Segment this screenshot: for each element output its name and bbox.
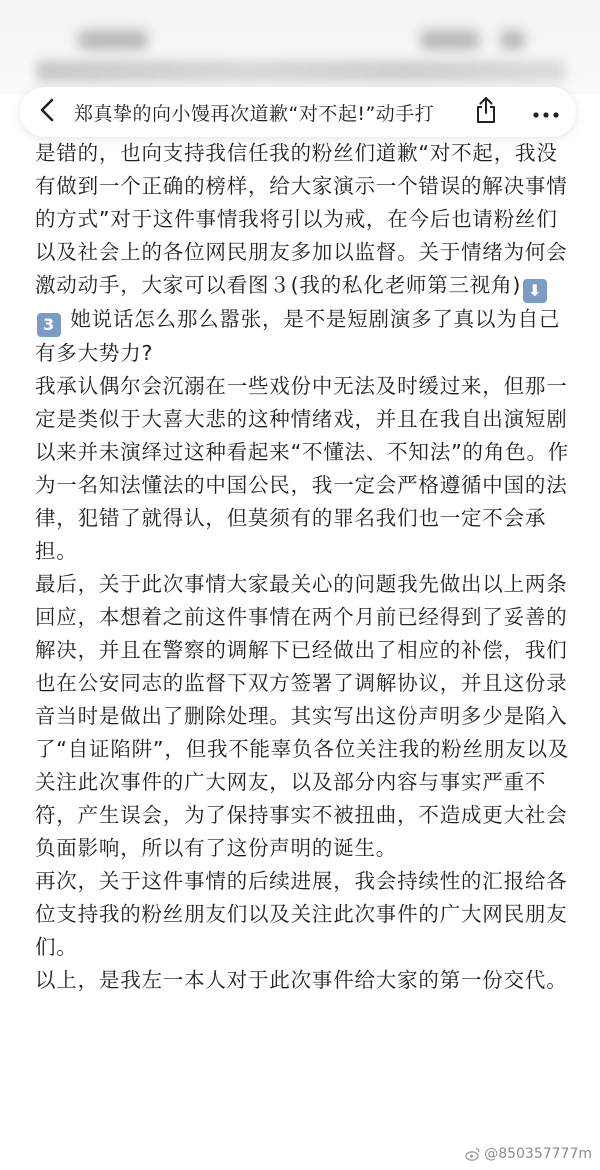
share-icon — [474, 96, 498, 128]
down-arrow-emoji-icon: ⬇ — [523, 279, 547, 303]
paragraph-question-3 — [35, 303, 575, 370]
nav-title: 郑真挚的向小馒再次道歉“对不起!”动手打 — [74, 102, 435, 125]
paragraph-finally: 最后，关于此次事情大家最关心的问题我先做出以上两条回应，本想着之前这件事情在两个月前已经得到了妥善的解决，并且在警察的调解下已经做出了相应的补偿，我们也在公安同志的监督下双方签署了调解协议，并且这份录音当时是做出了删除处理。其实写出这份声明多少是陷入了“自证陷阱”，但我不能辜负各位关注我的粉丝朋友以及关注此次事件的广大网友，以及部分内容与事实严重不符，产生误会，为了保持事实不被扭曲，不造成更大社会负面影响，所以有了这份声明的诞生。 — [35, 572, 570, 860]
watermark-text: @850357777m — [484, 1146, 592, 1162]
blurred-text-line — [36, 60, 566, 82]
paragraph-text: 是错的，也向支持我信任我的粉丝们道歉“对不起，我没有做到一个正确的榜样，给大家演示一个错误的解决事情的方式”对于这件事情我将引以为戒，在今后也请粉丝们以及社会上的各位网民朋友多加以监督。关于情绪为何会激动动手，大家可以看图３(我的私化老师第三视角) — [35, 141, 568, 297]
share-button[interactable] — [456, 87, 516, 137]
watermark — [465, 1146, 592, 1162]
paragraph-apology — [35, 137, 575, 303]
weibo-icon — [465, 1146, 481, 1162]
blurred-meta — [420, 30, 480, 50]
more-button[interactable] — [516, 87, 576, 137]
keycap-3-emoji-icon: 3 — [37, 313, 61, 337]
blurred-header-background — [0, 0, 600, 95]
paragraph-followup: 再次，关于这件事情的后续进展，我会持续性的汇报给各位支持我的粉丝朋友们以及关注此次事件的广大网民朋友们。 — [35, 869, 568, 959]
paragraph-conclusion: 以上，是我左一本人对于此次事件给大家的第一份交代。 — [35, 968, 568, 992]
article-body — [35, 137, 575, 997]
top-navigation-bar — [20, 87, 576, 137]
chevron-left-icon — [40, 98, 54, 126]
more-dots-icon — [533, 103, 559, 122]
blurred-name — [78, 30, 148, 50]
blurred-icon — [500, 30, 525, 50]
paragraph-acting: 我承认偶尔会沉溺在一些戏份中无法及时缓过来，但那一定是类似于大喜大悲的这种情绪戏，并且在我自出演短剧以来并未演绎过这种看起来“不懂法、不知法”的角色。作为一名知法懂法的中国公民，我一定会严格遵循中国的法律，犯错了就得认，但莫须有的罪名我们也一定不会承担。 — [35, 374, 570, 563]
paragraph-text: 她说话怎么那么嚣张，是不是短剧演多了真以为自己有多大势力? — [35, 307, 561, 365]
back-button[interactable] — [20, 87, 74, 137]
